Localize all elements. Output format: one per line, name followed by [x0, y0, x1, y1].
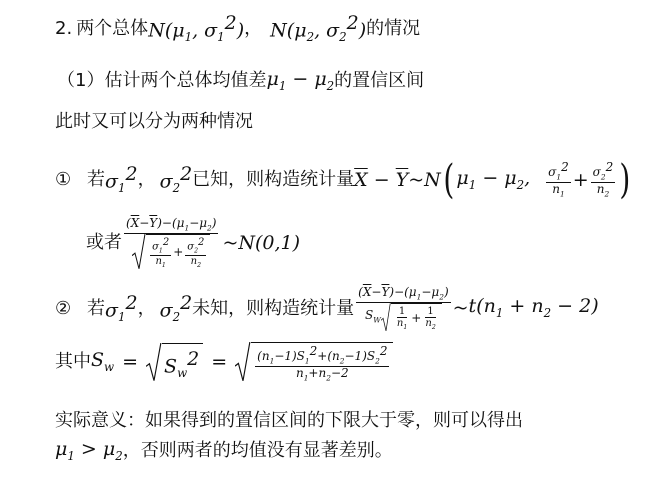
meaning-line-1: 实际意义：如果得到的置信区间的下限大于零，则可以得出	[55, 410, 523, 431]
standard-normal: N(0,1)	[238, 231, 301, 254]
case-1-text: 已知，则构造统计量	[192, 169, 355, 190]
intro-text: 此时又可以分为两种情况	[55, 111, 253, 132]
case-2-text: 未知，则构造统计量	[192, 297, 355, 319]
case-2: ② 若 $\sigma_1^2$ ， $\sigma_2^2$ 未知，则构造统计量 $(\overline{X}-\overline{Y})-(\mu_1-\mu_2)$ $S_W$ $\frac{1}{n_1}$ + $\frac{1}{n_2}$ ~ $t(n_1 + n_2 - 2)$	[55, 285, 599, 331]
sw-prefix: 其中	[55, 351, 91, 373]
t-distribution: $t(n_1 + n_2 - 2)$	[468, 295, 599, 321]
meaning-line-2	[55, 440, 393, 463]
heading-number: 2.	[55, 17, 73, 39]
case-1-marker: ①	[55, 169, 72, 190]
variance-fraction-1: $\frac{\sigma_1^2}{n_1}$	[548, 160, 569, 199]
population-1-notation: $N(\mu_1$, $\sigma_1^2$)	[148, 12, 245, 45]
statistic-case-1: $\overline{X}$ − $\overline{Y}\sim N$	[354, 168, 441, 191]
or-text: 或者	[86, 232, 122, 254]
standardized-fraction: $(\overline{X}-\overline{Y})-(\mu_1-\mu_2)$ $\frac{\sigma_1^2}{n_1}$ + $\frac{\sigma_2^2}{n_2}$	[126, 216, 217, 269]
subsection-heading	[57, 70, 424, 93]
sqrt-pooled	[235, 342, 393, 382]
case-1-standardized: 或者 $(\overline{X}-\overline{Y})-(\mu_1-\mu_2)$ $\frac{\sigma_1^2}{n_1}$ + $\frac{\sigma_2^2}{n_2}$ ~ N(0,1)	[86, 216, 301, 269]
pooled-std: 其中 $S_w$ = $S_w^2$ = $\frac{(n_1-1)S_1^2+(n_2-1)S_2^2}{n_1+n_2-2}$	[55, 342, 393, 382]
pooled-fraction: $\frac{(n_1-1)S_1^2+(n_2-1)S_2^2}{n_1+n_2-2}$	[257, 344, 388, 382]
subsection-marker: （1）	[57, 70, 105, 92]
case-2-marker: ②	[55, 297, 72, 319]
variance-fraction-2: $\frac{\sigma_2^2}{n_2}$	[592, 160, 614, 199]
case-1: ① 若 $\sigma_1^2$ ， $\sigma_2^2$ 已知，则构造统计量 $\overline{X}$ − $\overline{Y}\sim N$ ( $\mu_1 - \mu_2$, $\frac{\sigma_1^2}{n_1}$ + $\frac{\sigma_2^2}{n_2}$ )	[55, 157, 631, 203]
subsection-text: 估计两个总体均值差	[104, 70, 267, 92]
heading-suffix: 的情况	[366, 17, 421, 39]
sqrt-sw: $S_w^2$	[146, 343, 203, 382]
heading-text: 两个总体	[76, 17, 149, 39]
sqrt-sign: $\frac{\sigma_1^2}{n_1}$ + $\frac{\sigma_2^2}{n_2}$	[132, 234, 210, 270]
meaning-tail: ，否则两者的均值没有显著差别。	[122, 440, 393, 462]
subsection-suffix: 的置信区间	[334, 70, 425, 92]
mean-comparison: $\mu_1 > \mu_2$	[55, 438, 123, 463]
section-heading: 2. 两个总体 $N(\mu_1$, $\sigma_1^2$) ， $N(\mu_2$, $\sigma_2^2$) 的情况	[55, 12, 421, 45]
mean-difference: $\mu_1 - \mu_2$	[266, 68, 335, 93]
population-2-notation: $N(\mu_2$, $\sigma_2^2$)	[270, 12, 367, 45]
t-statistic-fraction: $(\overline{X}-\overline{Y})-(\mu_1-\mu_2)$ $S_W$ $\frac{1}{n_1}$ + $\frac{1}{n_2}$	[358, 285, 449, 331]
